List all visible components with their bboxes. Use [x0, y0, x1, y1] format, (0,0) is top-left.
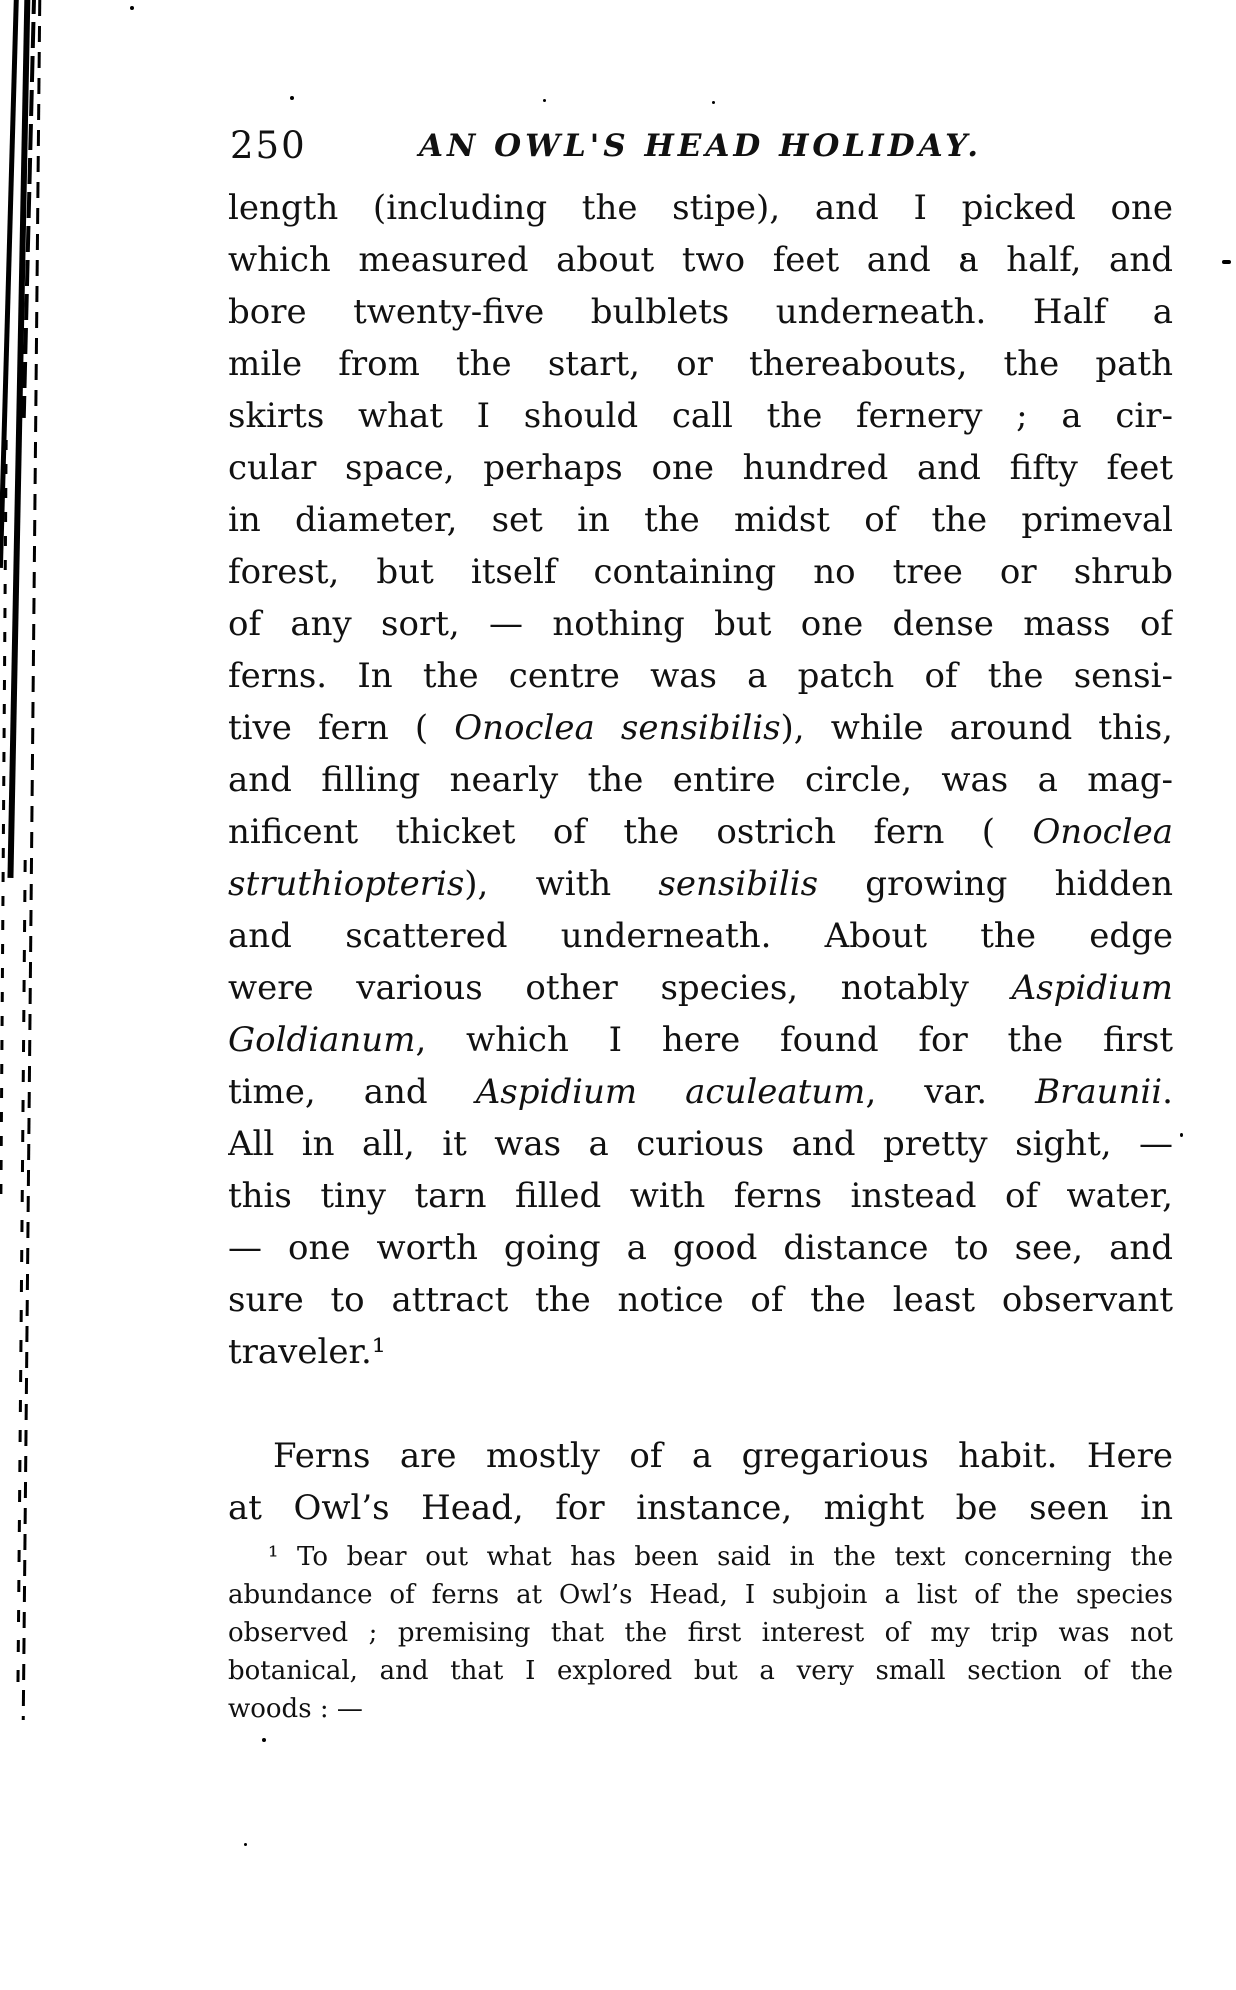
footnote	[228, 1538, 1173, 1728]
text-line: were various other species, notably Aspidium	[228, 968, 1173, 1008]
text-line: forest, but itself containing no tree or shrub	[228, 552, 1173, 592]
scan-speck	[290, 96, 294, 100]
text-line: mile from the start, or thereabouts, the path	[228, 344, 1173, 384]
scan-speck	[1180, 1133, 1183, 1137]
text-line: botanical, and that I explored but a very small section of the	[228, 1656, 1173, 1686]
text-line: bore twenty-five bulblets underneath. Half a	[228, 292, 1173, 332]
text-line: cular space, perhaps one hundred and fifty feet	[228, 448, 1173, 488]
text-line: ferns. In the centre was a patch of the sensi-	[228, 656, 1173, 696]
text-line: ¹ To bear out what has been said in the text concerning the	[268, 1542, 1173, 1572]
text-line: this tiny tarn filled with ferns instead of water,	[228, 1176, 1173, 1216]
text-line: — one worth going a good distance to see, and	[228, 1228, 1173, 1268]
text-line: at Owl’s Head, for instance, might be seen in	[228, 1488, 1173, 1528]
page-header	[228, 118, 1173, 188]
text-line: abundance of ferns at Owl’s Head, I subjoin a list of the species	[228, 1580, 1173, 1610]
running-title: AN OWL'S HEAD HOLIDAY.	[418, 128, 983, 164]
scan-speck	[244, 1843, 247, 1846]
text-line: in diameter, set in the midst of the primeval	[228, 500, 1173, 540]
text-line: which measured about two feet and a half, and	[228, 240, 1173, 280]
scan-speck	[130, 6, 134, 10]
text-line: skirts what I should call the fernery ; a cir-	[228, 396, 1173, 436]
scan-speck	[1222, 260, 1231, 264]
text-line: nificent thicket of the ostrich fern ( Onoclea	[228, 812, 1173, 852]
text-line: time, and Aspidium aculeatum, var. Braunii.	[228, 1072, 1173, 1112]
text-line: and scattered underneath. About the edge	[228, 916, 1173, 956]
binding-marks	[0, 0, 60, 1990]
paragraph-1	[228, 182, 1173, 1378]
text-line: struthiopteris), with sensibilis growing hidden	[228, 864, 1173, 904]
page-number: 250	[230, 124, 307, 167]
text-line: of any sort, — nothing but one dense mass of	[228, 604, 1173, 644]
scan-speck	[712, 101, 715, 104]
text-line: sure to attract the notice of the least observant	[228, 1280, 1173, 1320]
scan-speck	[543, 99, 546, 102]
text-line: tive fern ( Onoclea sensibilis), while around this,	[228, 708, 1173, 748]
text-line: Ferns are mostly of a gregarious habit. Here	[273, 1436, 1173, 1476]
scan-speck	[262, 1738, 266, 1742]
text-line: length (including the stipe), and I picked one	[228, 188, 1173, 228]
text-line: All in all, it was a curious and pretty sight, —	[228, 1124, 1173, 1164]
text-line: and filling nearly the entire circle, was a mag-	[228, 760, 1173, 800]
paragraph-2	[228, 1430, 1173, 1534]
text-line: Goldianum, which I here found for the first	[228, 1020, 1173, 1060]
text-line: woods : —	[228, 1694, 363, 1724]
text-line: observed ; premising that the first interest of my trip was not	[228, 1618, 1173, 1648]
text-line: traveler.¹	[228, 1332, 386, 1372]
